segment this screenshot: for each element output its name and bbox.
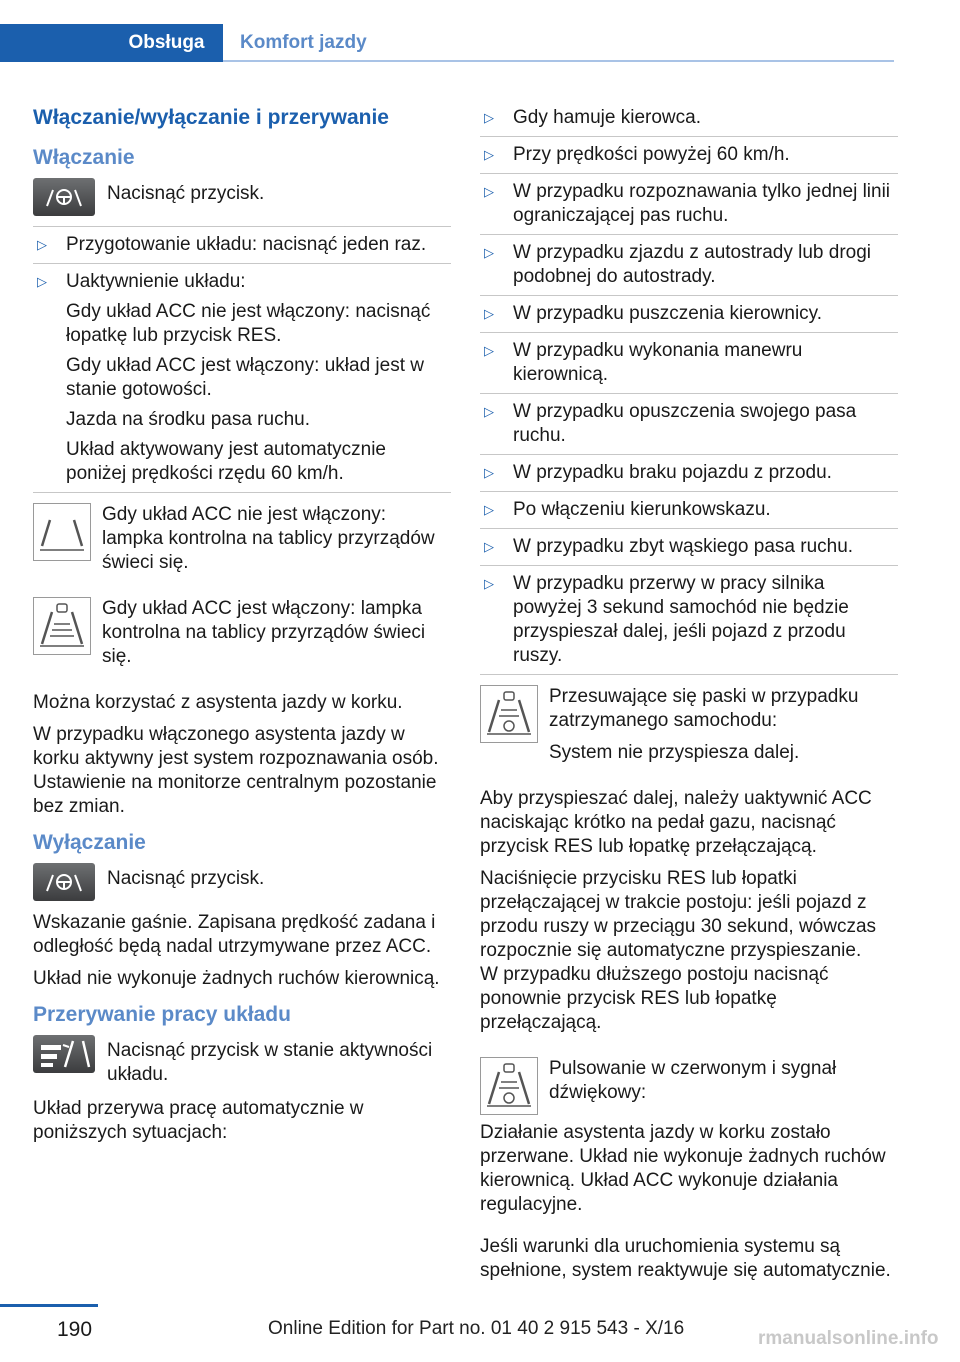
tab-komfort-jazdy-label: Komfort jazdy xyxy=(240,32,367,53)
right-column xyxy=(480,100,898,1291)
list-item-text: ▷ Gdy hamuje kierowca. xyxy=(513,107,701,128)
indicator-red-desc: Pulsowanie w czerwonym i sygnał dźwiękowy: xyxy=(549,1058,837,1103)
list-item-text: ▷ Uaktywnienie układu: xyxy=(66,271,246,292)
interrupt-paragraph: Układ przerywa pracę automatycznie w poniższych sytuacjach: xyxy=(33,1098,364,1143)
tab-komfort-jazdy[interactable] xyxy=(240,24,367,62)
tab-obsluga[interactable] xyxy=(0,24,223,62)
steering-assist-button-icon xyxy=(33,178,95,216)
page-number: 190 xyxy=(57,1318,93,1341)
tab-obsluga-label: Obsługa xyxy=(128,32,205,53)
interrupt-conditions-list xyxy=(480,100,898,675)
list-item-text: ▷ Przy prędkości powyżej 60 km/h. xyxy=(513,144,790,165)
section-title: Włączanie/wyłączanie i przerywanie xyxy=(33,106,389,129)
lane-indicator-grey-icon xyxy=(33,503,91,561)
traffic-assistant-paragraph: Można korzystać z asystenta jazdy w korku. xyxy=(33,692,403,713)
list-item-text: ▷ W przypadku braku pojazdu z przodu. xyxy=(513,462,832,483)
heading-interrupt: Przerywanie pracy układu xyxy=(33,1003,291,1026)
indicator-row-off xyxy=(33,503,451,583)
indicator-on-text xyxy=(102,597,451,677)
list-item xyxy=(480,174,898,235)
off-button-row xyxy=(33,863,451,901)
indicator-row-red xyxy=(480,1057,898,1115)
interrupt-button-row xyxy=(33,1035,451,1087)
left-column xyxy=(33,100,451,1153)
list-item xyxy=(480,333,898,394)
list-item-text: ▷ W przypadku przerwy w pracy silnika powyżej 3 sekund samochód nie będzie przyspieszał dalej, jeśli pojazd z przodu ruszy. xyxy=(513,573,849,666)
accelerate-paragraph: Aby przyspieszać dalej, należy uaktywnić ACC naciskając krótko na pedał gazu, nacisnąć przycisk RES lub łopatkę przełączającą. xyxy=(480,788,872,857)
list-item xyxy=(480,455,898,492)
activation-list xyxy=(33,226,451,493)
indicator-on-desc: Gdy układ ACC jest włączony: lampka kontrolna na tablicy przyrządów świeci się. xyxy=(102,598,426,667)
indicator-off-text xyxy=(102,503,451,583)
list-item xyxy=(480,296,898,333)
edition-text: Online Edition for Part no. 01 40 2 915 543 - X/16 xyxy=(268,1318,685,1339)
lane-indicator-active-icon xyxy=(33,597,91,655)
lane-indicator-moving-bars-icon xyxy=(480,685,538,743)
list-item-text: ▷ W przypadku opuszczenia swojego pasa ruchu. xyxy=(513,401,857,446)
heading-off: Wyłączanie xyxy=(33,831,146,854)
list-item-text: Gdy układ ACC nie jest włączony: nacisnąć łopatkę lub przycisk RES. xyxy=(66,301,431,346)
lane-indicator-red-icon xyxy=(480,1057,538,1115)
list-item-text: ▷ W przypadku zjazdu z autostrady lub drogi podobnej do autostrady. xyxy=(513,242,872,287)
on-button-row xyxy=(33,178,451,216)
res-paragraph: Naciśnięcie przycisku RES lub łopatki przełączającej w trakcie postoju: jeśli pojazd z przodu ruszy w przeciągu 30 sekund, wówczas rozpocznie się automatyczne przyspieszanie. xyxy=(480,868,877,961)
list-item xyxy=(480,529,898,566)
interrupt-button-icon xyxy=(33,1035,95,1073)
indicator-stopped-text xyxy=(549,685,898,773)
list-item-text: ▷ W przypadku zbyt wąskiego pasa ruchu. xyxy=(513,536,854,557)
traffic-assistant-paragraph-2: W przypadku włączonego asystenta jazdy w korku aktywny jest system rozpoznawania osób. Ustawienie na monitorze centralnym pozostanie bez zmian. xyxy=(33,724,439,817)
list-item xyxy=(480,137,898,174)
list-item xyxy=(33,264,451,493)
list-item-text: ▷ Po włączeniu kierunkowskazu. xyxy=(513,499,771,520)
list-item-text: Gdy układ ACC jest włączony: układ jest w stanie gotowości. xyxy=(66,355,424,400)
list-item-text: Układ aktywowany jest automatycznie poniżej prędkości rzędu 60 km/h. xyxy=(66,439,386,484)
heading-on: Włączanie xyxy=(33,146,135,169)
interrupt-button-text: Nacisnąć przycisk w stanie aktywności układu. xyxy=(107,1040,433,1085)
final-paragraph: Jeśli warunki dla uruchomienia systemu są spełnione, system reaktywuje się automatycznie. xyxy=(480,1236,891,1281)
list-item xyxy=(480,235,898,296)
indicator-row-on xyxy=(33,597,451,677)
list-item xyxy=(480,100,898,137)
indicator-red-desc-2: Działanie asystenta jazdy w korku zostało przerwane. Układ nie wykonuje żadnych ruchów kierownicą. Układ ACC wykonuje działania regulacyjne. xyxy=(480,1122,886,1215)
list-item xyxy=(480,566,898,675)
off-paragraph-2: Układ nie wykonuje żadnych ruchów kierownicą. xyxy=(33,968,440,989)
res-paragraph-2: W przypadku dłuższego postoju nacisnąć ponownie przycisk RES lub łopatkę przełączającą. xyxy=(480,964,829,1033)
indicator-off-desc: Gdy układ ACC nie jest włączony: lampka kontrolna na tablicy przyrządów świeci się. xyxy=(102,504,435,573)
list-item xyxy=(480,492,898,529)
off-button-text: Nacisnąć przycisk. xyxy=(107,868,265,889)
header xyxy=(0,24,894,62)
footer-divider xyxy=(0,1304,98,1307)
list-item xyxy=(480,394,898,455)
list-item-text: ▷ W przypadku wykonania manewru kierownicą. xyxy=(513,340,803,385)
indicator-row-stopped xyxy=(480,685,898,773)
indicator-stopped-desc: Przesuwające się paski w przypadku zatrzymanego samochodu: xyxy=(549,686,859,731)
off-paragraph-1: Wskazanie gaśnie. Zapisana prędkość zadana i odległość będą nadal utrzymywane przez ACC. xyxy=(33,912,436,957)
header-divider xyxy=(223,60,894,62)
list-item-text: Jazda na środku pasa ruchu. xyxy=(66,409,310,430)
list-item-text: ▷ W przypadku rozpoznawania tylko jednej linii ograniczającej pas ruchu. xyxy=(513,181,891,226)
on-button-text: Nacisnąć przycisk. xyxy=(107,183,265,204)
indicator-stopped-desc-2: System nie przyspiesza dalej. xyxy=(549,742,800,763)
list-item-text: ▷ Przygotowanie układu: nacisnąć jeden raz. xyxy=(66,234,427,255)
list-item xyxy=(33,227,451,264)
indicator-red-text xyxy=(549,1057,898,1113)
steering-assist-button-icon xyxy=(33,863,95,901)
watermark: rmanualsonline.info xyxy=(758,1328,939,1349)
list-item-text: ▷ W przypadku puszczenia kierownicy. xyxy=(513,303,823,324)
